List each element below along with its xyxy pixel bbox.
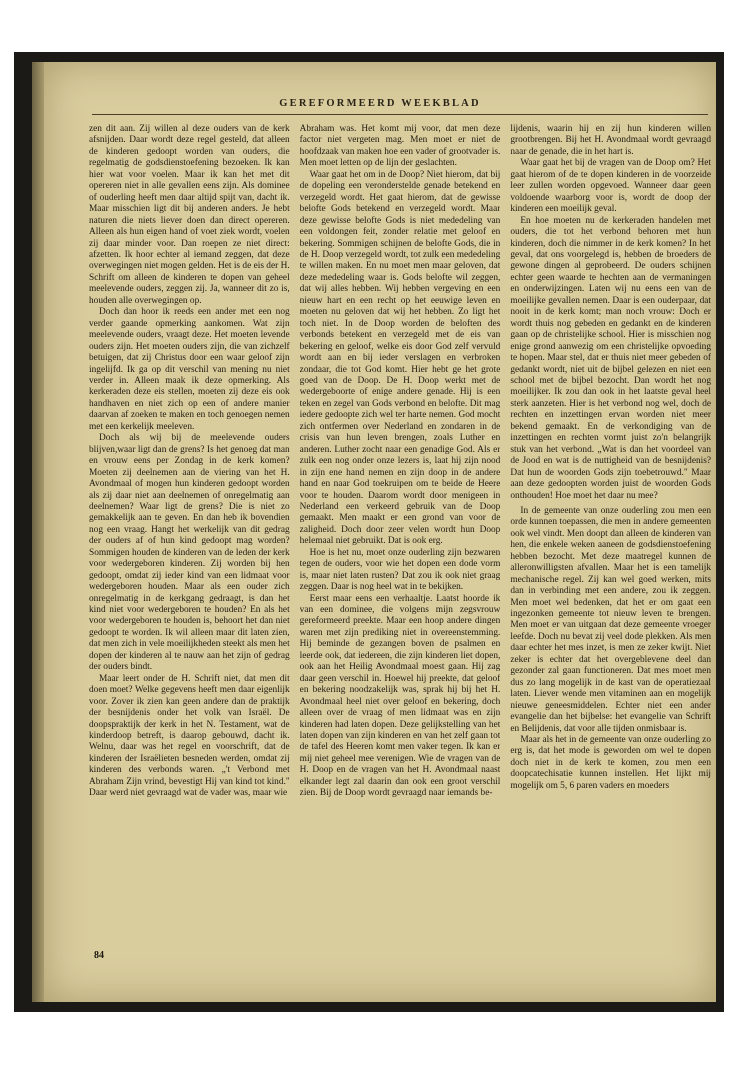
page-number: 84: [94, 950, 104, 961]
paragraph: Hoe is het nu, moet onze ouderling zijn bezwaren tegen de ouders, voor wie het dopen een dode vorm is, maar niet laten rusten? Dat zou ik ook niet graag zeggen. Daar is nog heel wat in te bekijken.: [299, 547, 501, 593]
magazine-page: [44, 62, 716, 1002]
paragraph: En hoe moeten nu de kerkeraden handelen met ouders, die tot het verbond behoren met hun kinderen, doch die nimmer in de kerk komen? In het geval, dat ons voorgelegd is, hebben de broeders de gewone dingen al geprobeerd. De ouders schijnen echter geen waarde te hechten aan de vermaningen en onderwijzingen. Laten wij nu eens een van de moeilijke gevallen nemen. Daar is een ouderpaar, dat nooit in de kerk komt; man noch vrouw: Doch er wordt thuis nog gebeden en gedankt en de kinderen gaan op de christelijke school. Hier is misschien nog enige grond aanwezig om een christelijke opvoeding te hopen. Maar stel, dat er thuis niet meer gebeden of gedankt wordt, niet uit de bijbel gelezen en niet een school met de bijbel bezocht. Dan wordt het nog moeilijker. Ik zou dan ook in het laatste geval heel sterk aanzeten. Hier is het verbond nog wel, doch de rechten en inzettingen ervan worden niet meer bekend gemaakt. En de verkondiging van de inzettingen en rechten vormt juist zo'n belangrijk stuk van het verbond. „Wat is dan het voordeel van de Jood en wat is de nuttigheid van de besnijdenis? Dat hun de woorden Gods zijn toebetrouwd." Maar aan deze gedoopten worden juist de woorden Gods onthouden! Hoe moet het daar nu mee?: [510, 215, 712, 501]
text-column-1: [89, 124, 290, 924]
paragraph: Doch als wij bij de meelevende ouders blijven,waar ligt dan de grens? Is het genoeg dat man en vrouw eens per Zondag in de kerk komen? Moeten zij deelnemen aan de viering van het H. Avondmaal of mogen hun kinderen gedoopt worden als zij daar niet aan deelnemen of onregelmatig aan deelnemen? Waar ligt de grens? Die is niet zo gemakkelijk aan te geven. En dan heb ik bovendien nog een vraag. Hangt het werkelijk van dit gedrag der ouders af of hun kind gedoopt mag worden? Sommigen houden de kinderen van de leden der kerk voor wedergeboren kinderen. Zij worden bij hen gedoopt, omdat zij ieder kind van een lidmaat voor wedergeboren houden. Maar als een ouder zich onregelmatig in de kerkgang gedraagt, is dan het kind niet voor wedergeboren te houden? En als het voor wedergeboren te houden is, behoort het dan niet gedoopt te worden. Ik wil alleen maar dit laten zien, dat men zich in vele moeilijkheden steekt als men het dopen der kinderen al te nauw aan het zijn of gedrag der ouders bindt.: [89, 433, 290, 673]
paragraph: Waar gaat het bij de vragen van de Doop om? Het gaat hierom of de te dopen kinderen in de voorzeide leer zullen worden opgevoed. Wanneer daar geen voldoende waarborg voor is, wordt de doop der kinderen een moeilijk geval.: [510, 158, 712, 215]
text-column-3: [510, 124, 711, 924]
paragraph: In de gemeente van onze ouderling zou men een orde kunnen toepassen, die men in andere gemeenten ook wel vindt. Men doopt dan alleen de kinderen van hen, die enkele weken aaneen de godsdienstoefening hebben bezocht. Met deze maatregel kunnen de alleronwilligsten afvallen. Maar het is een tamelijk mechanische regel. Zij kan wel goed werken, mits dan in verbinding met een andere, zou ik zeggen. Men moet wel bedenken, dat het er om gaat een ingezonken gemeente tot nieuw leven te brengen. Men moet er van uitgaan dat deze gemeente vroeger leefde. Doch nu bevat zij veel dode plekken. Als men daar echter het mes inzet, is men ze zeker kwijt. Niet zeker is echter dat het overgeblevene deel dan gezonder zal gaan functioneren. Dat mes moet men dus zo lang mogelijk in de kast van de operatiezaal laten. Liever wende men vitaminen aan en mogelijk nieuwe geneesmiddelen. Echter niet een ander evangelie dan het bijbelse: het evangelie van Schrift en Belijdenis, dat voor alle tijden onmisbaar is.: [510, 505, 712, 734]
paragraph: zen dit aan. Zij willen al deze ouders van de kerk afsnijden. Daar wordt deze regel gesteld, dat alleen de kinderen gedoopt worden van ouders, die regelmatig de godsdienstoefening bezoeken. Ik kan hier wat voor voelen. Maar ik kan het met dit opereren niet in alle gevallen eens zijn. Als dominee of ouderling heeft men daar altijd spijt van, dacht ik. Maar misschien ligt dit bij anderen anders. Je hebt naturen die niets liever doen dan direct opereren. Alleen als hun eigen hand of voet ziek wordt, voelen zij daar minder voor. Dan roepen ze niet direct: afzetten. Ik hoor echter al iemand zeggen, dat deze overwegingen niet mogen gelden. Het is de eis der H. Schrift om alleen de kinderen te dopen van geheel meelevende ouders, zeggen zij. Ja, wanneer dit zo is, houden alle overwegingen op.: [89, 124, 290, 306]
page-spine-edge: [32, 62, 44, 1002]
header-rule: [92, 114, 708, 115]
paragraph: Doch dan hoor ik reeds een ander met een nog verder gaande opmerking aankomen. Wat zijn meelevende ouders, vraagt deze. Het moeten levende ouders zijn. Het moeten ouders zijn, die van zichzelf betuigen, dat zij Christus door een waar geloof zijn ingelijfd. Ik ga op dit verschil van mening nu niet verder in. Alleen maak ik deze opmerking. Als kerkeraden deze eis stellen, moeten zij deze eis ook handhaven en niet zich op een of andere manier daarvan af zoeken te maken en toch genoegen nemen met een kerkelijk meeleven.: [89, 307, 290, 432]
text-column-2: [300, 124, 501, 924]
paragraph: Abraham was. Het komt mij voor, dat men deze factor niet vergeten mag. Men moet er niet de hoofdzaak van maken hoe een vader of grootvader is. Men moet letten op de lijn der geslachten.: [299, 124, 501, 169]
paragraph: Waar gaat het om in de Doop? Niet hierom, dat bij de dopeling een veronderstelde genade betekend en verzegeld wordt. Het gaat hierom, dat de gewisse belofte Gods betekend en verzegeld wordt. Maar deze gewisse belofte Gods is niet mededeling van een voldongen feit, zonder relatie met geloof en bekering. Sommigen schijnen de belofte Gods, die in de H. Doop verzegeld wordt, tot zulk een mededeling te willen maken. En nu moet men maar geloven, dat deze mededeling waar is. Gods belofte wil zeggen, dat wij alles hebben. Wij hebben vergeving en een nieuw hart en een recht op het eeuwige leven en moeten nu geloven dat wij het hebben. Zo ligt het toch niet. In de Doop worden de beloften des verbonds betekent en verzegeld met de eis van bekering en geloof, welke eis door God zelf vervuld wordt aan en bij ieder verslagen en verbroken zondaar, die tot God komt. Hier hebt ge het grote goed van de Doop. De H. Doop werkt met de wedergeboorte of enige andere genade. Hij is een teken en zegel van Gods verbond en belofte. Dit mag iedere gedoopte zich wel ter harte nemen. God mocht zich ontfermen over Nederland en zondaren in de crisis van hun leven brengen, zoals Luther en anderen. Luther zocht naar een genadige God. Als er zulk een nog onder onze lezers is, laat hij zijn nood in zijn ene hand nemen en zijn doop in de andere hand en naar God toekruipen om te beide de Heere voor te houden. Daarom wordt door menigeen in Nederland een verkeerd gebruik van de Doop gemaakt. Men maakt er een grond van voor de zaligheid. Doch door zeer velen wordt hun Doop helemaal niet gebruikt. Dat is ook erg.: [299, 169, 501, 547]
paragraph: lijdenis, waarin hij en zij hun kinderen willen grootbrengen. Bij het H. Avondmaal wordt gevraagd naar de genade, die in het hart is.: [510, 124, 712, 157]
paragraph: Maar leert onder de H. Schrift niet, dat men dit doen moet? Welke gegevens heeft men daar eigenlijk voor. Zover ik zien kan geen andere dan de praktijk der besnijdenis onder het volk van Israël. De doopspraktijk der kerk in het N. Testament, wat de kinderdoop betreft, is daarop gebouwd, dacht ik. Welnu, daar was het regel en voorschrift, dat de kinderen der Israëlieten besneden werden, omdat zij kinderen des verbonds waren. „'t Verbond met Abraham Zijn vrind, bevestigt Hij van kind tot kind." Daar werd niet gevraagd wat de vader was, maar wie: [89, 673, 290, 799]
paragraph: Maar als het in de gemeente van onze ouderling zo erg is, dat het mode is geworden om wel te dopen doch niet in de kerk te komen, zou men een doopcatechisatie kunnen instellen. Het lijkt mij mogelijk om 5, 6 paren vaders en moeders: [510, 735, 712, 791]
paragraph: Eerst maar eens een verhaaltje. Laatst hoorde ik van een dominee, die volgens mijn zegsvrouw gereformeerd preekte. Maar een hoop andere dingen waren met zijn prediking niet in overeenstemming. Hij beminde de gezangen boven de psalmen en leerde ook, dat iedereen, die zijn kinderen liet dopen, ook aan het Heilig Avondmaal moest gaan. Hij zag daar geen verschil in. Hoewel hij preekte, dat geloof en bekering noodzakelijk was, sprak hij bij het H. Avondmaal heel niet over geloof en bekering, doch alleen over de vraag of men lidmaat was en zijn kinderen had laten dopen. Deze gelijkstelling van het laten dopen van zijn kinderen en van het zelf gaan tot de tafel des Heeren komt men vaker tegen. Ik kan er mij niet geheel mee verenigen. Wie de vragen van de H. Doop en de vragen van het H. Avondmaal naast elkander legt zal daarin dan ook een groot verschil zien. Bij de Doop wordt gevraagd naar iemands be-: [299, 593, 501, 799]
text-columns: [89, 124, 711, 924]
running-header: GEREFORMEERD WEEKBLAD: [279, 98, 481, 109]
